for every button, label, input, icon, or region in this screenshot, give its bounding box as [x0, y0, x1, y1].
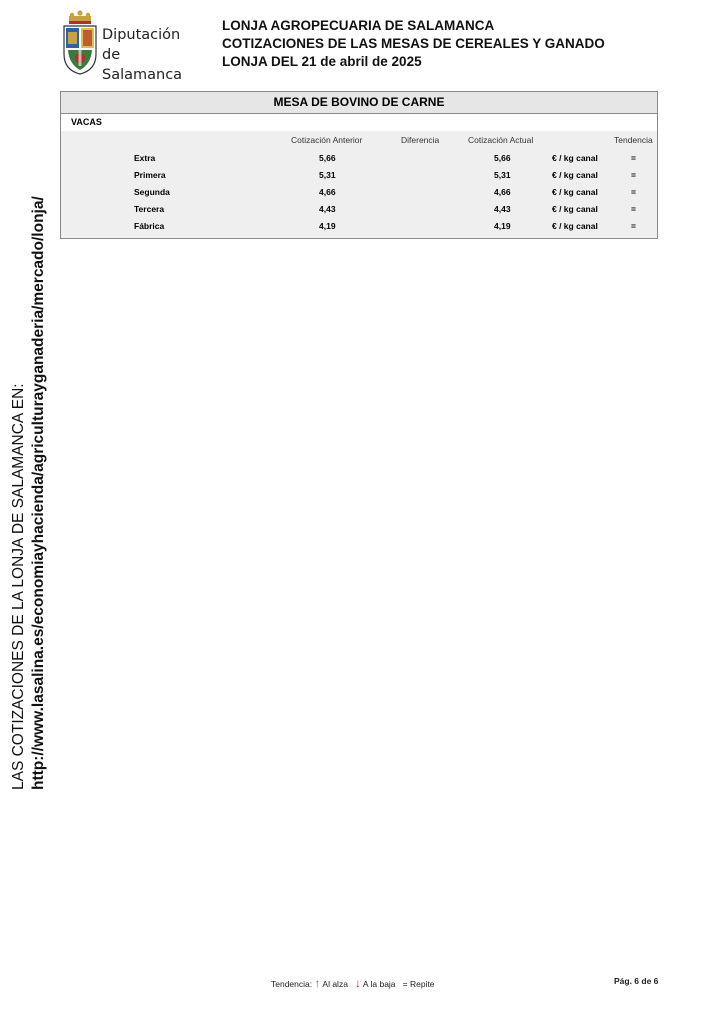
row-label: Segunda [134, 187, 170, 197]
row-previous: 5,31 [319, 170, 336, 180]
row-label: Fábrica [134, 221, 165, 231]
section-label: VACAS [61, 114, 657, 131]
row-current: 4,43 [494, 204, 511, 214]
row-label: Primera [134, 170, 166, 180]
coat-of-arms-icon [60, 10, 100, 76]
row-unit: € / kg canal [552, 204, 598, 214]
row-trend: = [631, 153, 636, 163]
row-trend: = [631, 221, 636, 231]
column-header-trend: Tendencia [614, 135, 653, 145]
row-previous: 4,19 [319, 221, 336, 231]
column-header-difference: Diferencia [401, 135, 440, 145]
side-notice-url[interactable]: http://www.lasalina.es/economiayhacienda/agriculturayganaderia/mercado/lonja/ [30, 196, 47, 790]
row-current: 5,31 [494, 170, 511, 180]
row-current: 5,66 [494, 153, 511, 163]
legend-repeat-label: = Repite [402, 979, 435, 989]
header-line-2: COTIZACIONES DE LAS MESAS DE CEREALES Y GANADO [222, 36, 605, 51]
row-trend: = [631, 204, 636, 214]
legend-down-label: A la baja [362, 979, 396, 989]
row-unit: € / kg canal [552, 187, 598, 197]
row-previous: 4,66 [319, 187, 336, 197]
document-header [222, 17, 605, 71]
price-table [60, 91, 658, 239]
row-previous: 4,43 [319, 204, 336, 214]
column-header-current: Cotización Actual [468, 135, 534, 145]
row-trend: = [631, 170, 636, 180]
column-header-previous: Cotización Anterior [291, 135, 363, 145]
header-line-1: LONJA AGROPECUARIA DE SALAMANCA [222, 18, 495, 33]
arrow-up-icon: ↑ [314, 976, 321, 990]
legend-up-label: Al alza [322, 979, 348, 989]
header-line-3: LONJA DEL 21 de abril de 2025 [222, 54, 422, 69]
row-previous: 5,66 [319, 153, 336, 163]
row-label: Tercera [134, 204, 165, 214]
row-current: 4,19 [494, 221, 511, 231]
table-title: MESA DE BOVINO DE CARNE [61, 92, 657, 114]
logo-line-1: Diputación [102, 27, 181, 43]
diputacion-logo [60, 10, 200, 83]
row-unit: € / kg canal [552, 221, 598, 231]
row-unit: € / kg canal [552, 153, 598, 163]
page-number: Pág. 6 de 6 [614, 976, 659, 986]
side-notice [10, 196, 48, 790]
row-unit: € / kg canal [552, 170, 598, 180]
side-notice-text: LAS COTIZACIONES DE LA LONJA DE SALAMANCA EN: [10, 383, 27, 790]
row-current: 4,66 [494, 187, 511, 197]
arrow-down-icon: ↓ [355, 976, 362, 990]
legend-label: Tendencia: [271, 979, 313, 989]
logo-line-2: de Salamanca [102, 47, 183, 83]
row-trend: = [631, 187, 636, 197]
trend-legend [271, 976, 435, 990]
row-label: Extra [134, 153, 156, 163]
